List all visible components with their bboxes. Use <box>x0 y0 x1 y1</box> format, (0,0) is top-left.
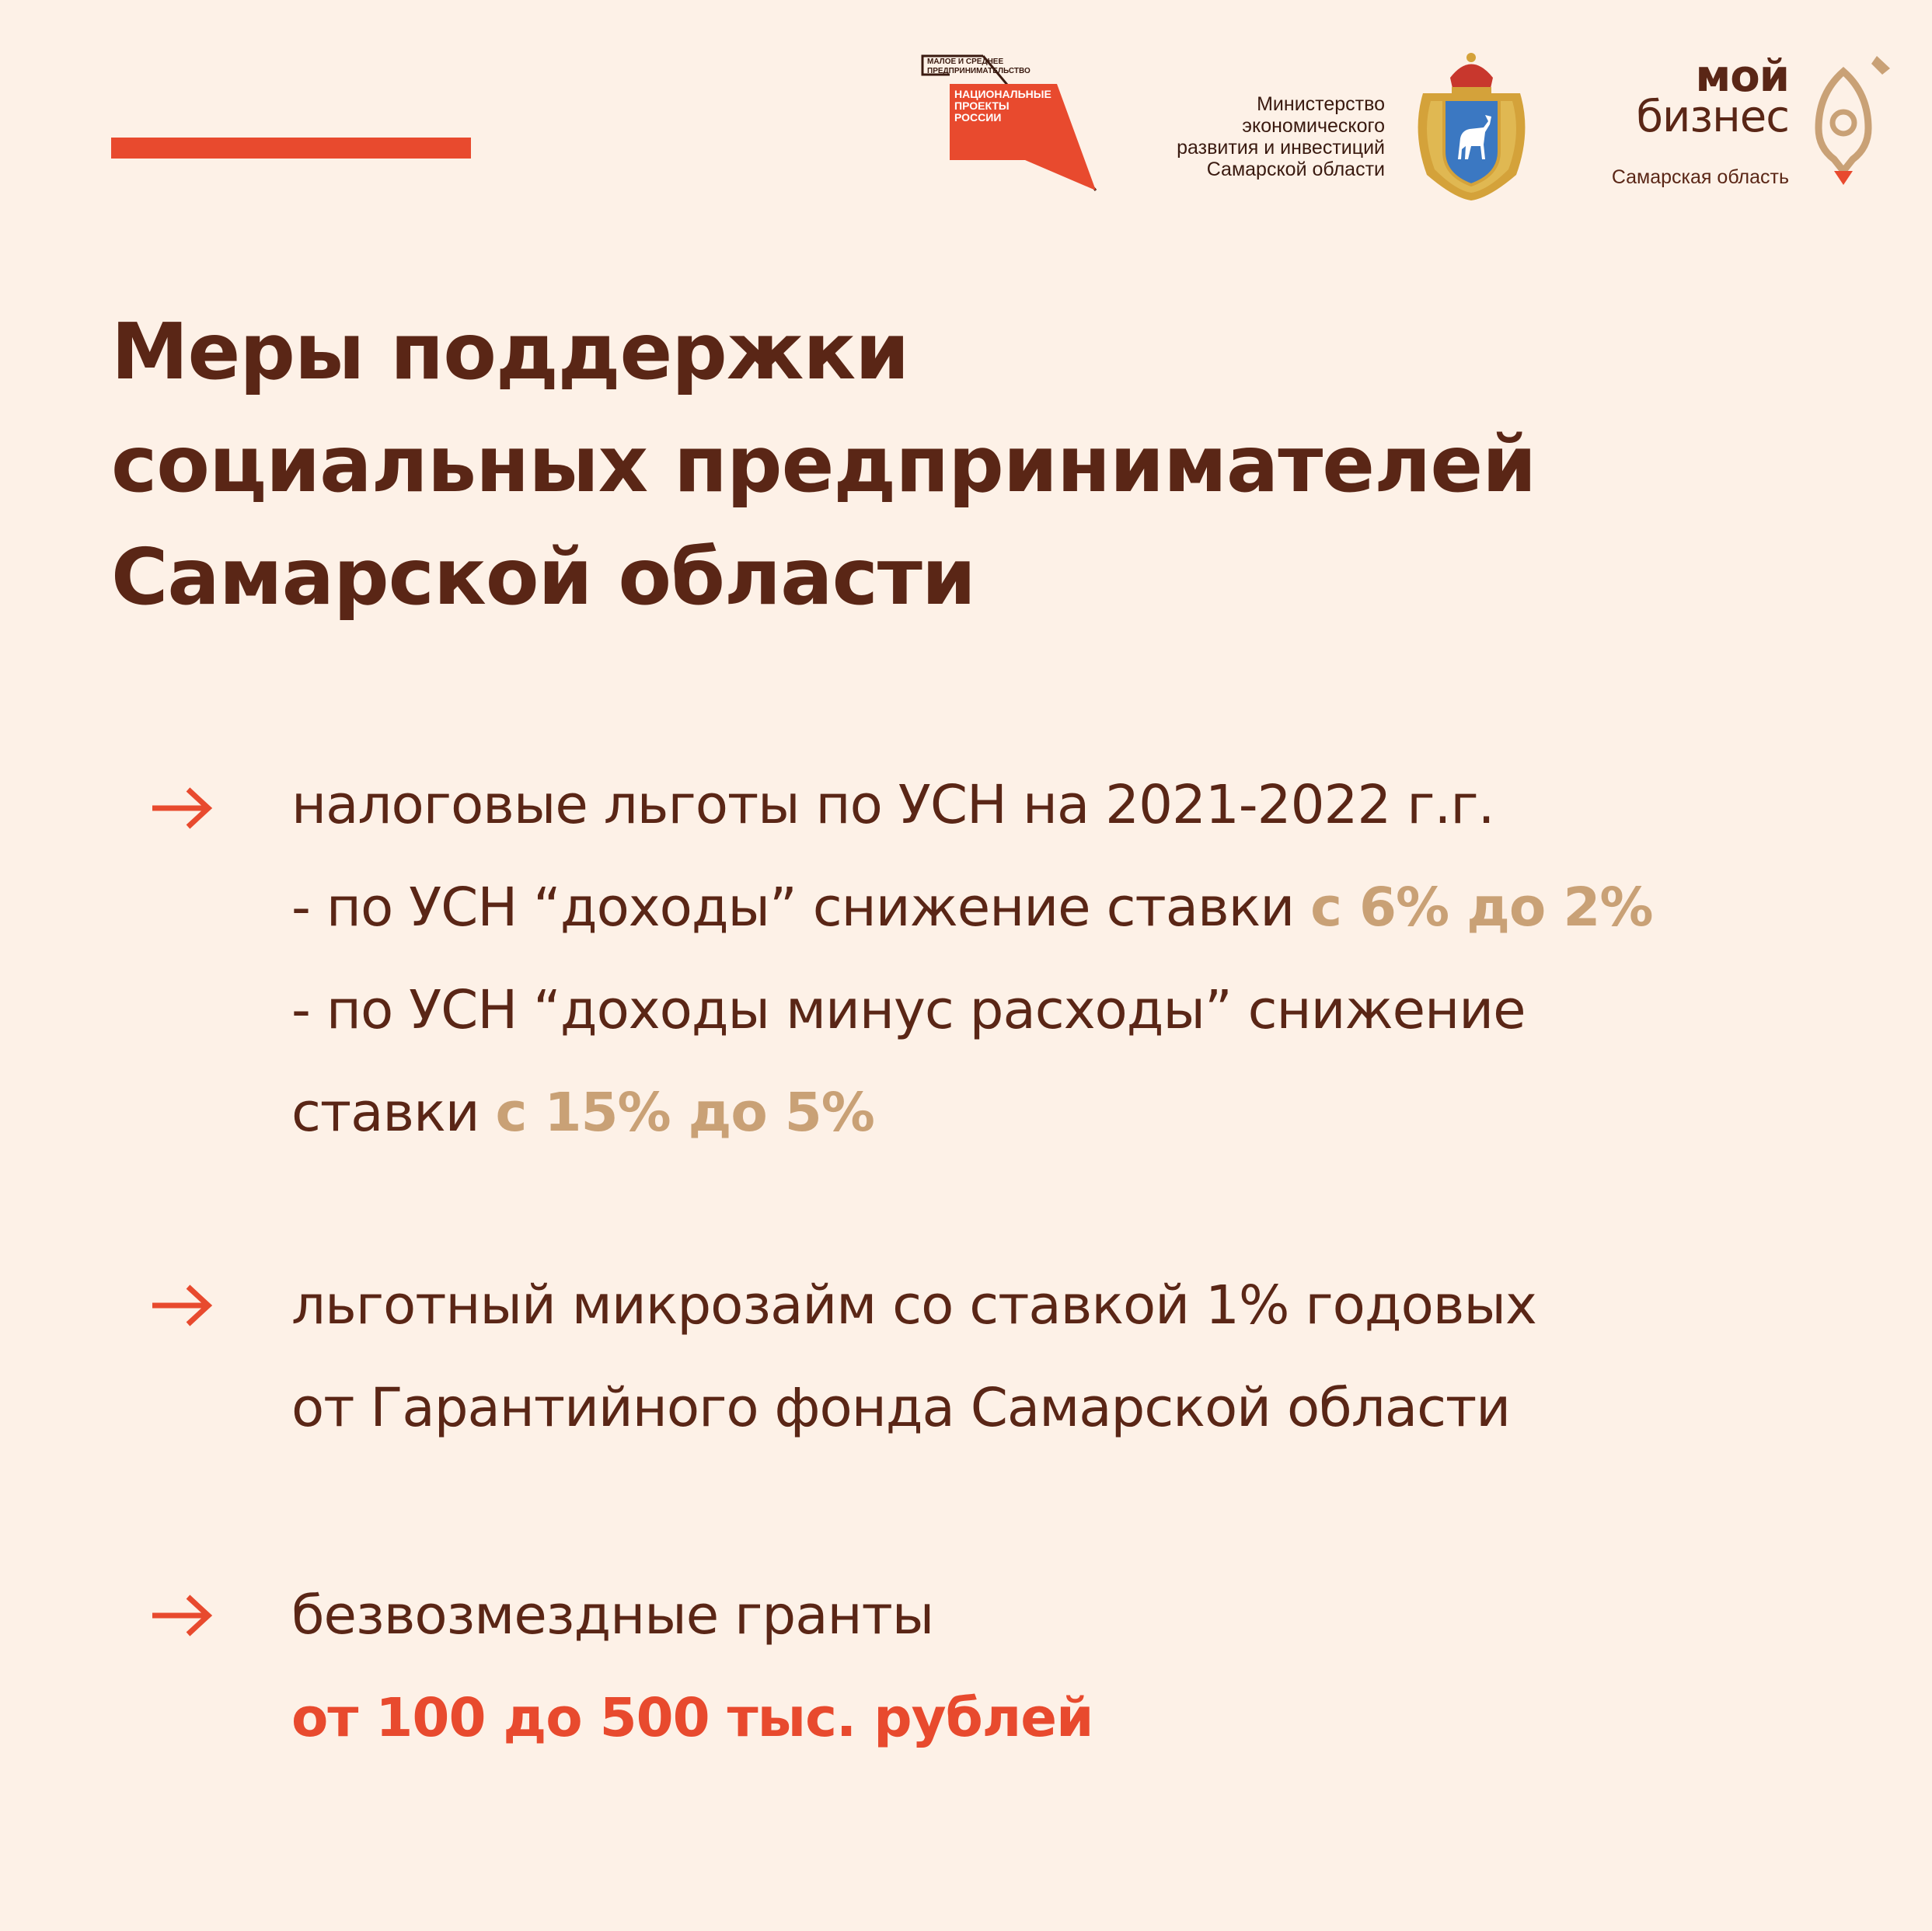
coat-of-arms-icon <box>1407 47 1536 202</box>
item-line-text: - по УСН “доходы” снижение ставки <box>291 877 1311 939</box>
item-line: льготный микрозайм со ставкой 1% годовых <box>291 1274 1536 1337</box>
item-line: безвозмездные гранты <box>291 1584 934 1647</box>
item-line-text: ставки <box>291 1082 496 1144</box>
item-text <box>291 1564 1885 1769</box>
moy-biznes-logo <box>1593 51 1896 194</box>
rocket-icon <box>1803 54 1892 186</box>
item-text <box>291 1254 1885 1459</box>
moy-biznes-line2: бизнес <box>1636 92 1789 142</box>
moy-biznes-line1: мой <box>1695 51 1789 102</box>
national-projects-bottom-text: НАЦИОНАЛЬНЫЕ ПРОЕКТЫ РОССИИ <box>954 88 1051 124</box>
arrow-right-icon <box>149 1284 213 1327</box>
national-projects-top-text: МАЛОЕ И СРЕДНЕЕ ПРЕДПРИНИМАТЕЛЬСТВО <box>927 58 1031 75</box>
arrow-right-icon <box>149 1594 213 1637</box>
rate-highlight: с 6% до 2% <box>1310 877 1653 939</box>
page-title: Меры поддержки социальных предпринимателей Самарской области <box>111 306 1536 622</box>
item-line: от Гарантийного фонда Самарской области <box>291 1377 1511 1439</box>
national-projects-logo <box>921 54 1104 193</box>
item-line <box>291 856 1885 959</box>
item-line: налоговые льготы по УСН на 2021-2022 г.г. <box>291 774 1494 836</box>
arrow-right-icon <box>149 786 213 830</box>
ministry-name: Министерство экономического развития и инвестиций Самарской области <box>1177 93 1385 180</box>
rate-highlight: с 15% до 5% <box>495 1082 874 1144</box>
item-line: - по УСН “доходы минус расходы” снижение <box>291 979 1526 1041</box>
moy-biznes-region: Самарская область <box>1611 166 1789 188</box>
item-line <box>291 1061 1885 1164</box>
item-text <box>291 754 1885 1164</box>
accent-bar <box>111 138 471 159</box>
grant-amount-highlight: от 100 до 500 тыс. рублей <box>291 1687 1093 1749</box>
